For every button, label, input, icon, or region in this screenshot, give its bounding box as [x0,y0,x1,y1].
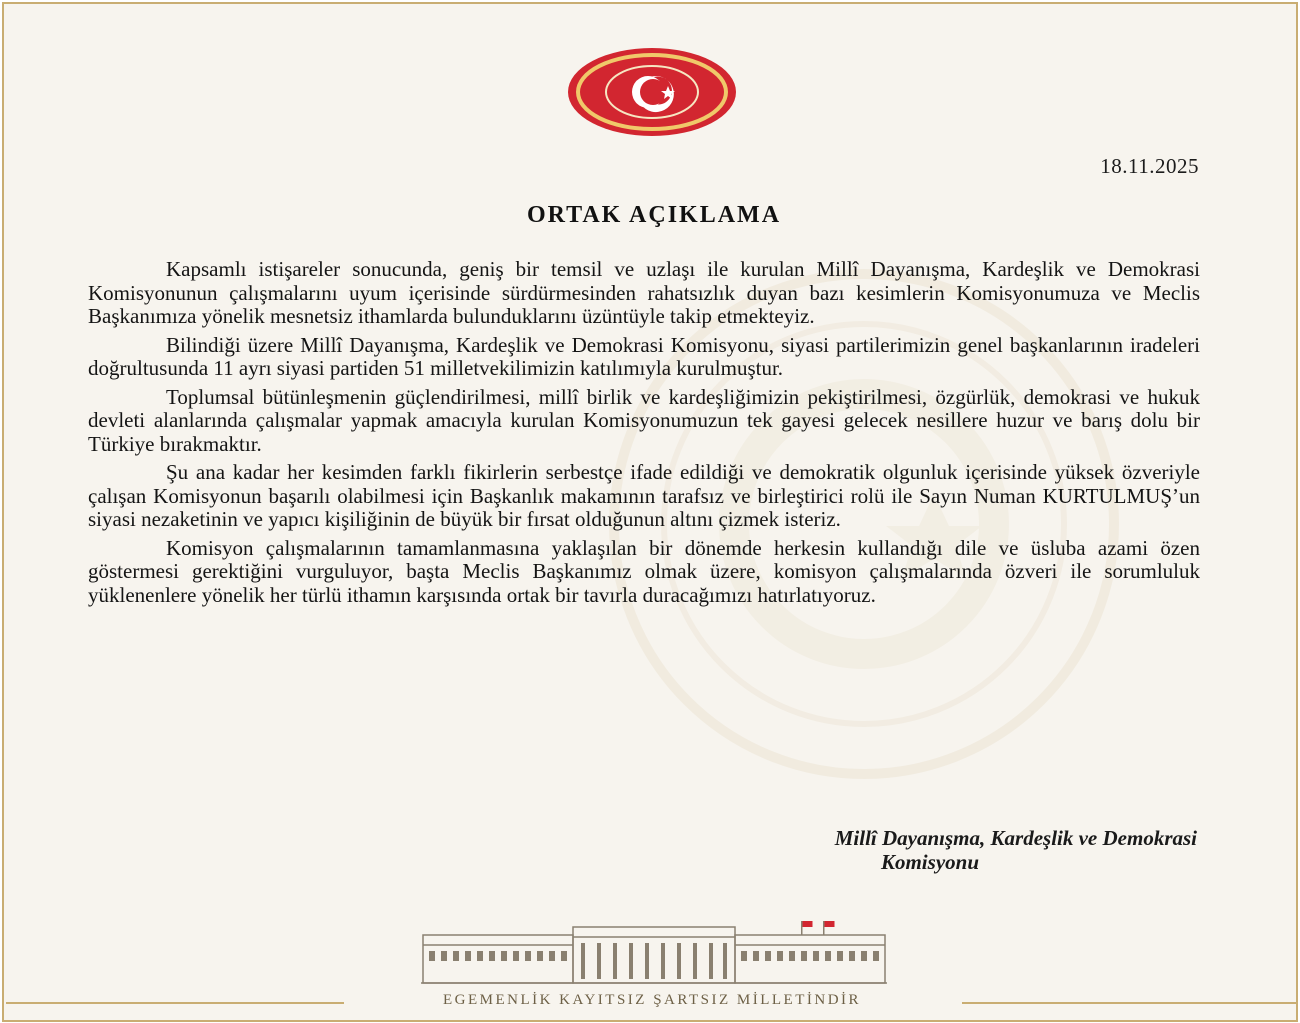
signature-line: Millî Dayanışma, Kardeşlik ve Demokrasi [834,826,1197,850]
tbmm-seal-icon [564,46,740,138]
signature-line: Komisyonu [880,850,979,874]
signature-block [557,826,1197,874]
paragraph: Şu ana kadar her kesimden farklı fikirlerin serbestçe ifade edildiği ve demokratik olgunluk içerisinde yüksek özveriyle çalışan Komisyonun başarılı olabilmesi için Başkanlık makamının tarafsız ve birleştirici rolü ile Sayın Numan KURTULMUŞ’un siyasi nezaketinin ve yapıcı kişiliğinin de büyük bir fırsat olduğunun altını çizmek isteriz. [88,460,1200,531]
document-date: 18.11.2025 [1100,154,1199,178]
paragraph: Toplumsal bütünleşmenin güçlendirilmesi, millî birlik ve kardeşliğimizin pekiştirilmesi, özgürlük, demokrasi ve hukuk devleti alanlarında çalışmalar yapmak amacıyla kurulan Komisyonumuzun tek gayesi gelecek nesillere huzur ve barış dolu bir Türkiye bırakmaktır. [88,384,1200,456]
paragraph: Kapsamlı istişareler sonucunda, geniş bir temsil ve uzlaşı ile kurulan Millî Dayanışma, Kardeşlik ve Demokrasi Komisyonunun çalışmalarını uyum içerisinde sürdürmesinden rahatsızlık duyan bazı kesimlerin Komisyonumuza ve Meclis Başkanımıza yönelik mesnetsiz ithamlarda bulunduklarını üzüntüyle takip etmekteyiz. [88,257,1200,328]
paragraph: Komisyon çalışmalarının tamamlanmasına yaklaşılan bir dönemde herkesin kullandığı dile ve üsluba azami özen göstermesi gerektiğini vurguluyor, başta Meclis Başkanımız olmak üzere, komisyon çalışmalarında özveri ile sorumluluk yüklenenlere yönelik her türlü ithamın karşısında ortak bir tavırla duracağımızı hatırlatıyoruz. [88,535,1200,607]
paragraph: Bilindiği üzere Millî Dayanışma, Kardeşlik ve Demokrasi Komisyonu, siyasi partilerimizin genel başkanlarının iradeleri doğrultusunda 11 ayrı siyasi partiden 51 milletvekilimizin katılımıyla kurulmuştur. [88,332,1200,380]
footer [4,992,1298,1014]
letter-page [2,2,1298,1022]
document-body [88,258,1200,612]
footer-motto: EGEMENLİK KAYITSIZ ŞARTSIZ MİLLETİNDİR [442,992,862,1008]
document-title: ORTAK AÇIKLAMA [526,202,782,228]
parliament-building-icon [421,919,887,985]
